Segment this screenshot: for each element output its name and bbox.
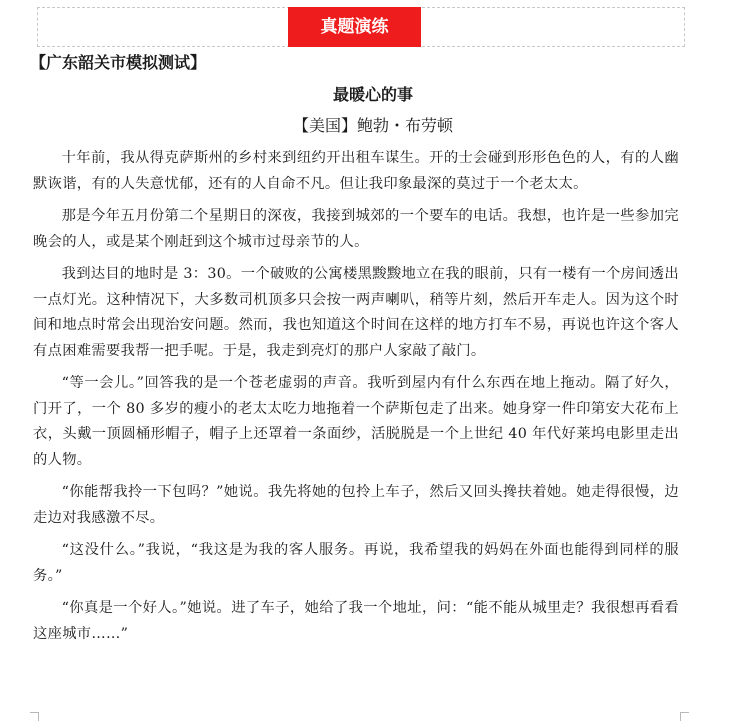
paragraph: “这没什么。”我说，“我这是为我的客人服务。再说，我希望我的妈妈在外面也能得到同样的服务。” [33,542,679,584]
article-body [33,146,679,654]
paragraph: 十年前，我从得克萨斯州的乡村来到纽约开出租车谋生。开的士会碰到形形色色的人，有的人幽默诙谐，有的人失意忧郁，还有的人自命不凡。但让我印象最深的莫过于一个老太太。 [33,150,679,192]
source-label: 【广东韶关市模拟测试】 [30,53,207,72]
paragraph: 我到达目的地时是 3：30。一个破败的公寓楼黑黢黢地立在我的眼前，只有一楼有一个房间透出一点灯光。这种情况下，大多数司机顶多只会按一两声喇叭，稍等片刻，然后开车走人。因为这个时间和地点时常会出现治安问题。然而，我也知道这个时间在这样的地方打车不易，再说也许这个客人有点困难需要我帮一把手呢。于是，我走到亮灯的那户人家敲了敲门。 [33,266,679,359]
paragraph: “等一会儿。”回答我的是一个苍老虚弱的声音。我听到屋内有什么东西在地上拖动。隔了好久，门开了，一个 80 多岁的瘦小的老太太吃力地拖着一个萨斯包走了出来。她身穿一件印第安大花布上衣，头戴一顶圆桶形帽子，帽子上还罩着一条面纱，活脱脱是一个上世纪 40 年代好莱坞电影里走出的人物。 [33,375,679,468]
crop-mark-bottom-right [680,712,689,721]
article-title: 最暖心的事 [332,85,413,104]
crop-mark-bottom-left [30,712,39,721]
paragraph: “你真是一个好人。”她说。进了车子，她给了我一个地址，问：“能不能从城里走？我很想再看看这座城市……” [33,600,679,642]
paragraph: “你能帮我拎一下包吗？”她说。我先将她的包拎上车子，然后又回头搀扶着她。她走得很慢，边走边对我感激不尽。 [33,484,679,526]
article-author: 【美国】鲍勃・布劳顿 [292,116,453,135]
header-label: 真题演练 [288,7,421,47]
paragraph: 那是今年五月份第二个星期日的深夜，我接到城郊的一个要车的电话。我想，也许是一些参加完晚会的人，或是某个刚赶到这个城市过母亲节的人。 [33,208,679,250]
